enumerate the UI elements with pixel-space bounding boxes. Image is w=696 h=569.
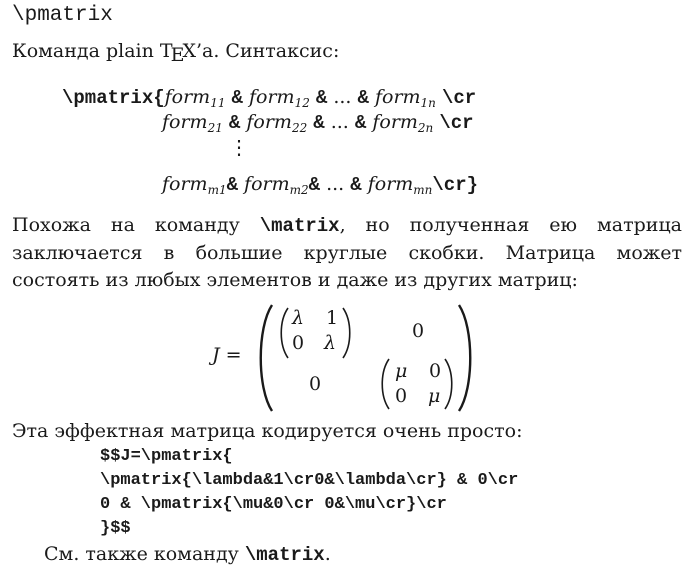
syntax-subscript: 22 (291, 121, 308, 135)
syntax-cell: form (374, 86, 421, 108)
see-also-line (44, 543, 331, 566)
see-also-period: . (324, 543, 331, 565)
syntax-subscript: 1n (420, 96, 436, 110)
inner1-right-paren (341, 307, 353, 359)
syntax-cell: form (244, 173, 290, 195)
syntax-cell: form (248, 86, 295, 108)
vertical-dots: ⋮ (229, 135, 249, 159)
syntax-dots: ... (330, 111, 349, 133)
code-line: }$$ (100, 519, 131, 538)
syntax-cell: form (246, 111, 292, 133)
syntax-row-1 (62, 86, 476, 114)
zero-bottom-left: 0 (309, 373, 322, 395)
code-line: \pmatrix{\lambda&1\cr0&\lambda\cr} & 0\cr (100, 471, 519, 490)
inner1-left-paren (278, 307, 290, 359)
syntax-amp: & (354, 112, 367, 134)
description-paragraph (12, 212, 682, 294)
syntax-amp: & (231, 87, 243, 109)
syntax-subscript: 11 (210, 96, 226, 110)
syntax-cell: form (164, 86, 211, 108)
syntax-amp: & (350, 174, 362, 196)
syntax-subscript: 21 (207, 121, 223, 135)
inner2-cell: 0 (429, 360, 442, 382)
formula-lhs: J = (212, 344, 242, 366)
formula-display (200, 303, 490, 413)
syntax-subscript: m1 (207, 183, 227, 197)
syntax-amp: & (357, 87, 369, 109)
paragraph-text-after: , но полученная ею матрица заключается в большие круглые скобки. Матрица может состоять из любых элементов и даже из других матриц: (12, 214, 683, 291)
syntax-amp: & (308, 174, 321, 196)
syntax-cr: \cr (432, 174, 467, 196)
page-title: \pmatrix (12, 4, 113, 27)
inner1-cell: 0 (292, 332, 305, 354)
syntax-amp: & (313, 112, 325, 134)
intro-text-after: X’a. Синтаксис: (182, 40, 340, 62)
outer-right-paren (456, 303, 476, 413)
intro-text: Команда plain T (12, 40, 173, 62)
syntax-cell: form (372, 111, 418, 133)
syntax-subscript: mn (413, 183, 433, 197)
inner1-cell: 1 (326, 307, 339, 329)
syntax-subscript: 2n (417, 121, 434, 135)
intro-line (12, 40, 340, 66)
syntax-amp: & (226, 174, 238, 196)
effect-text: Эта эффектная матрица кодируется очень просто: (12, 420, 523, 442)
code-block (100, 445, 518, 541)
inner1-cell: λ (324, 332, 337, 354)
inner1-cell: λ (292, 307, 305, 329)
syntax-row-2 (162, 111, 474, 139)
syntax-cr: \cr (439, 112, 474, 134)
syntax-amp: & (315, 87, 328, 109)
outer-left-paren (255, 303, 275, 413)
syntax-cell: form (162, 111, 208, 133)
matrix-command: \matrix (259, 215, 340, 237)
paragraph-text: Похожа на команду (12, 214, 260, 236)
inner2-right-paren (443, 358, 455, 410)
tex-logo-e: E (170, 44, 185, 66)
syntax-close-brace: } (466, 174, 479, 196)
syntax-row-3 (162, 173, 478, 201)
syntax-amp: & (228, 112, 241, 134)
inner2-left-paren (379, 358, 391, 410)
see-also-text: См. также команду (44, 543, 245, 565)
syntax-dots: ... (326, 173, 345, 195)
syntax-subscript: 12 (294, 96, 310, 110)
syntax-subscript: m2 (289, 183, 309, 197)
syntax-dots: ... (333, 86, 352, 108)
inner2-cell: μ (395, 360, 408, 382)
zero-top-right: 0 (412, 320, 425, 342)
matrix-command-link[interactable]: \matrix (244, 544, 325, 566)
syntax-cell: form (162, 173, 208, 195)
syntax-command: \pmatrix{ (62, 87, 165, 109)
code-line: 0 & \pmatrix{\mu&0\cr 0&\mu\cr}\cr (100, 495, 447, 514)
inner2-cell: μ (428, 385, 441, 407)
inner2-cell: 0 (395, 385, 408, 407)
code-line: $$J=\pmatrix{ (100, 447, 233, 466)
syntax-cr: \cr (441, 87, 477, 109)
syntax-cell: form (367, 173, 414, 195)
